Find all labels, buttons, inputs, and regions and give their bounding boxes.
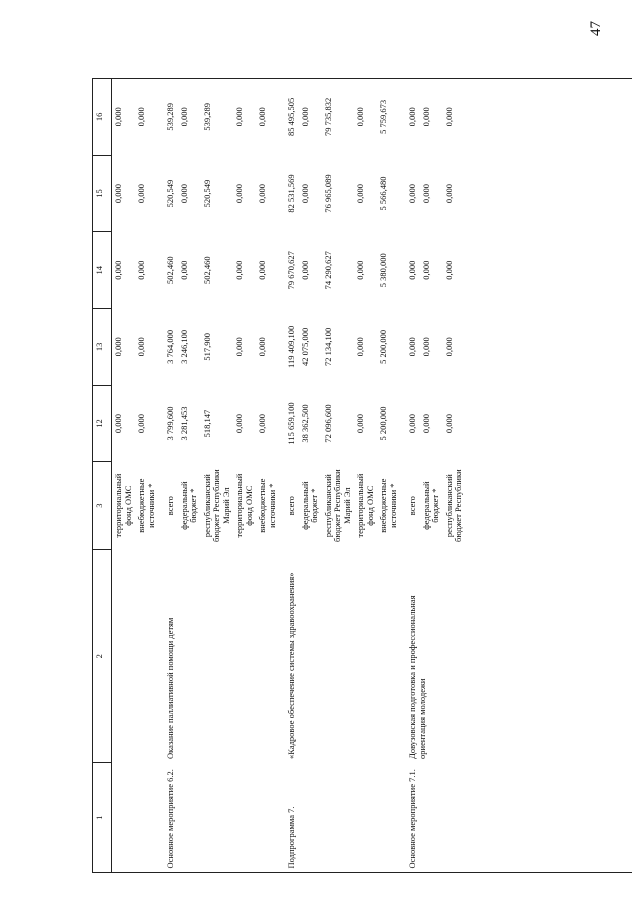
amount-cell-col-16: 0,000 (234, 107, 245, 127)
amount-cell-col-15: 76 965,089 (322, 174, 333, 213)
amount-cell-col-13: 0,000 (407, 337, 418, 357)
amount-cell-col-12: 0,000 (355, 413, 366, 434)
amount-cell-col-14: 0,000 (299, 260, 310, 280)
amount-cell-col-16: 85 495,505 (286, 97, 297, 136)
amount-cell-col-15: 0,000 (113, 183, 123, 204)
amount-cell-col-16: 539,289 (165, 103, 176, 131)
amount-cell-col-15: 0,000 (420, 183, 431, 204)
amount-cell-col-14: 0,000 (420, 260, 431, 280)
funding-source-cell: федеральный бюджет * (178, 481, 199, 530)
table-body (112, 79, 472, 873)
amount-cell-col-12: 3 799,600 (165, 406, 176, 441)
amount-cell-col-14: 5 380,000 (378, 253, 389, 288)
amount-cell-col-12: 0,000 (407, 413, 418, 434)
amount-cell-col-15: 82 531,569 (286, 174, 297, 213)
budget-table-sheet (92, 78, 632, 873)
amount-cell-col-14: 502,460 (201, 256, 212, 284)
funding-source-cell: республиканский бюджет Республики Марий Эл (201, 469, 231, 542)
amount-cell-col-15: 520,549 (201, 179, 212, 208)
table-row (285, 79, 299, 873)
header-row (93, 79, 112, 873)
amount-cell-col-12: 3 281,453 (178, 406, 189, 441)
amount-cell-col-15: 520,549 (165, 179, 176, 208)
amount-cell-col-15: 0,000 (234, 183, 245, 204)
header-col-14: 14 (93, 232, 112, 309)
amount-cell-col-16: 0,000 (443, 107, 454, 127)
header-col-2: 2 (93, 549, 112, 763)
amount-cell-col-15: 0,000 (257, 183, 268, 204)
amount-cell-col-13: 0,000 (257, 337, 268, 357)
program-code-cell: Подпрограмма 7. (286, 806, 297, 869)
amount-cell-col-16: 0,000 (257, 107, 268, 127)
group-spacer (466, 79, 472, 873)
amount-cell-col-14: 0,000 (178, 260, 189, 280)
amount-cell-col-14: 0,000 (355, 260, 366, 280)
amount-cell-col-15: 5 566,480 (378, 176, 389, 211)
amount-cell-col-16: 0,000 (299, 107, 310, 127)
amount-cell-col-16: 0,000 (178, 107, 189, 127)
group-spacer-cell (466, 79, 472, 873)
amount-cell-col-12: 518,147 (201, 409, 212, 438)
amount-cell-col-12: 0,000 (113, 413, 123, 434)
header-col-15: 15 (93, 155, 112, 232)
program-code-cell (112, 763, 159, 873)
amount-cell-col-12: 72 096,600 (322, 404, 333, 443)
amount-cell-col-13: 119 409,100 (286, 325, 297, 368)
amount-cell-col-12: 0,000 (443, 413, 454, 434)
header-col-1: 1 (93, 763, 112, 873)
header-col-3: 3 (93, 462, 112, 550)
amount-cell-col-12: 0,000 (420, 413, 431, 434)
funding-source-cell: внебюджетные источники * (136, 478, 156, 533)
amount-cell-col-16: 79 735,832 (322, 97, 333, 136)
amount-cell-col-15: 0,000 (136, 183, 147, 204)
amount-cell-col-12: 115 659,100 (286, 402, 297, 445)
funding-source-cell: республиканский бюджет Республики (443, 469, 464, 542)
funding-source-cell: территориальный фонд ОМС (355, 473, 375, 538)
amount-cell-col-12: 0,000 (234, 413, 245, 434)
amount-cell-col-13: 3 246,100 (178, 329, 189, 364)
amount-cell-col-15: 0,000 (299, 183, 310, 204)
amount-cell-col-13: 0,000 (420, 337, 431, 357)
amount-cell-col-13: 0,000 (136, 337, 147, 357)
amount-cell-col-16: 0,000 (136, 107, 147, 127)
amount-cell-col-13: 42 075,000 (299, 327, 310, 366)
amount-cell-col-14: 0,000 (136, 260, 147, 280)
budget-table (92, 78, 472, 873)
table-row (164, 79, 178, 873)
amount-cell-col-16: 0,000 (113, 107, 123, 127)
amount-cell-col-13: 0,000 (355, 337, 366, 357)
program-title-cell: Довузовская подготовка и профессиональная ориентация молодежи (407, 595, 427, 759)
amount-cell-col-14: 0,000 (257, 260, 268, 280)
program-code-cell: Основное мероприятие 7.1. (407, 769, 418, 869)
header-col-16: 16 (93, 79, 112, 156)
amount-cell-col-13: 0,000 (113, 337, 123, 357)
header-col-13: 13 (93, 309, 112, 386)
funding-source-cell: федеральный бюджет * (299, 481, 320, 530)
amount-cell-col-13: 5 200,000 (378, 329, 389, 364)
funding-source-cell: территориальный фонд ОМС (234, 473, 254, 538)
amount-cell-col-12: 0,000 (257, 413, 268, 434)
amount-cell-col-15: 0,000 (178, 183, 189, 204)
amount-cell-col-14: 79 670,627 (286, 251, 297, 290)
program-title-cell: Оказание паллиативной помощи детям (165, 617, 176, 759)
amount-cell-col-14: 0,000 (113, 260, 123, 280)
program-title-cell (112, 549, 159, 763)
funding-source-cell: всего (165, 496, 176, 516)
page-number: 47 (588, 21, 604, 36)
amount-cell-col-14: 0,000 (407, 260, 418, 280)
funding-source-cell: республиканский бюджет Республики Марий Эл (322, 469, 352, 542)
header-col-12: 12 (93, 385, 112, 462)
program-code-cell: Основное мероприятие 6.2. (165, 769, 176, 869)
amount-cell-col-16: 539,289 (201, 103, 212, 131)
amount-cell-col-13: 72 134,100 (322, 327, 333, 366)
funding-source-cell: федеральный бюджет * (420, 481, 441, 530)
table-row (112, 79, 136, 873)
amount-cell-col-15: 0,000 (407, 183, 418, 204)
funding-source-cell: всего (407, 496, 418, 516)
amount-cell-col-15: 0,000 (355, 183, 366, 204)
amount-cell-col-16: 0,000 (420, 107, 431, 127)
funding-source-cell: территориальный фонд ОМС (113, 473, 133, 538)
funding-source-cell: внебюджетные источники * (257, 478, 277, 533)
program-title-cell: «Кадровое обеспечение системы здравоохранения» (286, 572, 297, 759)
amount-cell-col-15: 0,000 (443, 183, 454, 204)
amount-cell-col-14: 74 290,627 (322, 251, 333, 290)
amount-cell-col-13: 0,000 (443, 337, 454, 357)
amount-cell-col-14: 0,000 (443, 260, 454, 280)
amount-cell-col-13: 517,900 (201, 333, 212, 361)
amount-cell-col-12: 0,000 (136, 413, 147, 434)
amount-cell-col-14: 502,460 (165, 256, 176, 284)
amount-cell-col-13: 0,000 (234, 337, 245, 357)
amount-cell-col-16: 0,000 (407, 107, 418, 127)
funding-source-cell: внебюджетные источники * (378, 478, 398, 533)
amount-cell-col-14: 0,000 (234, 260, 245, 280)
funding-source-cell: всего (286, 496, 297, 516)
amount-cell-col-16: 5 759,673 (378, 99, 389, 134)
amount-cell-col-13: 3 764,000 (165, 329, 176, 364)
amount-cell-col-16: 0,000 (355, 107, 366, 127)
table-row (406, 79, 420, 873)
amount-cell-col-12: 5 200,000 (378, 406, 389, 441)
amount-cell-col-12: 38 362,500 (299, 404, 310, 443)
